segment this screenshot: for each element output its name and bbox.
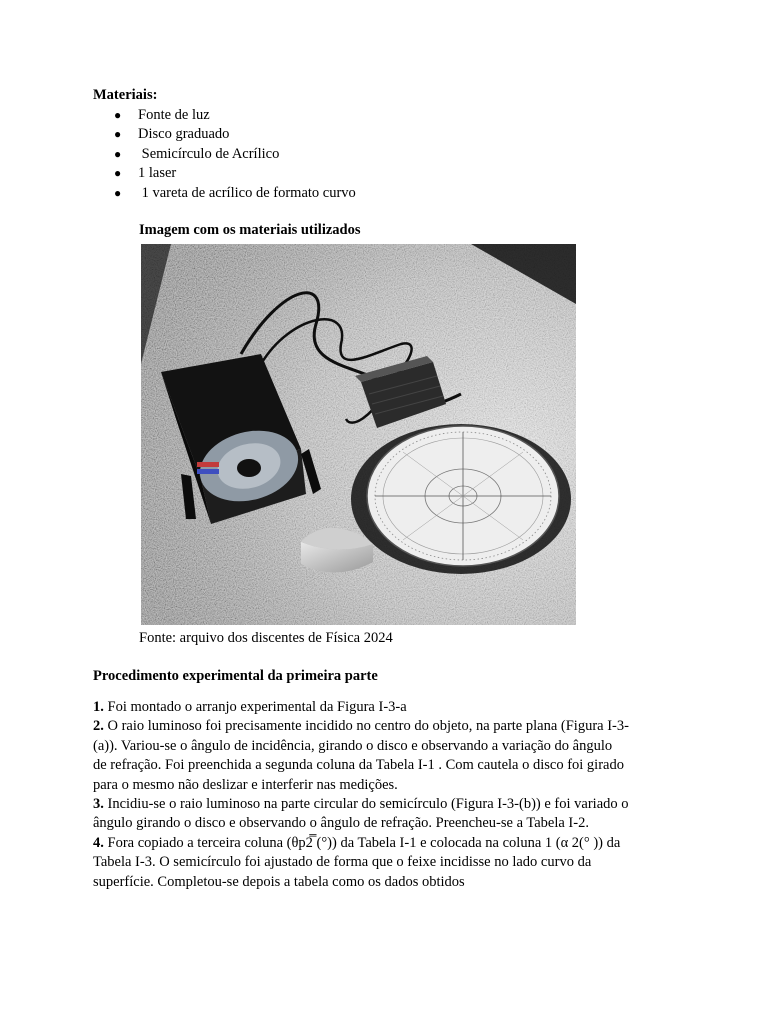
procedure-steps: [93, 698, 673, 892]
step-2-line: de refração. Foi preenchida a segunda coluna da Tabela I-1 . Com cautela o disco foi girado: [93, 757, 624, 774]
step-2-line: (a)). Variou-se o ângulo de incidência, girando o disco e observando a variação do ângulo: [93, 737, 613, 754]
step-4-line: Tabela I-3. O semicírculo foi ajustado de forma que o feixe incidisse no lado curvo da: [93, 854, 592, 871]
bullet-icon: ●: [114, 146, 122, 161]
step-3-line: ângulo girando o disco e observando o ângulo de refração. Preencheu-se a Tabela I-2.: [93, 815, 589, 832]
list-item: ● 1 laser: [112, 164, 356, 183]
bullet-icon: ●: [114, 108, 122, 122]
materials-heading: Materiais:: [93, 87, 158, 103]
materials-list: [112, 106, 356, 203]
list-item: ● Fonte de luz: [112, 106, 356, 125]
list-item: ● Semicírculo de Acrílico: [112, 145, 356, 164]
list-item: ● Disco graduado: [112, 125, 356, 144]
procedure-heading: Procedimento experimental da primeira parte: [93, 668, 378, 684]
step-1-line: 1. Foi montado o arranjo experimental da Figura I-3-a: [93, 699, 407, 715]
graduated-disc: [367, 426, 559, 566]
step-3-line: 3. Incidiu-se o raio luminoso na parte circular do semicírculo (Figura I-3-(b)) e foi variado o: [93, 795, 629, 812]
materials-photo: [141, 244, 576, 625]
step-number: 2.: [93, 718, 104, 735]
step-number: 4.: [93, 834, 104, 851]
step-2-line: 2. O raio luminoso foi precisamente incidido no centro do objeto, na parte plana (Figura I-3-: [93, 718, 629, 735]
step-number: 3.: [93, 795, 104, 812]
step-4-line: 4. Fora copiado a terceira coluna (θp2̿ (°)) da Tabela I-1 e colocada na coluna 1 (α 2(° )) da: [93, 834, 621, 851]
figure-heading: Imagem com os materiais utilizados: [139, 222, 361, 238]
step-number: 1.: [93, 699, 104, 715]
list-item: ● 1 vareta de acrílico de formato curvo: [112, 184, 356, 203]
bullet-icon: ●: [114, 127, 122, 142]
step-2-line: para o mesmo não deslizar e interferir nas medições.: [93, 776, 398, 793]
bullet-icon: ●: [114, 185, 122, 200]
bullet-icon: ●: [114, 166, 122, 181]
figure-caption: Fonte: arquivo dos discentes de Física 2024: [139, 630, 393, 646]
step-4-line: superfície. Completou-se depois a tabela como os dados obtidos: [93, 873, 465, 890]
